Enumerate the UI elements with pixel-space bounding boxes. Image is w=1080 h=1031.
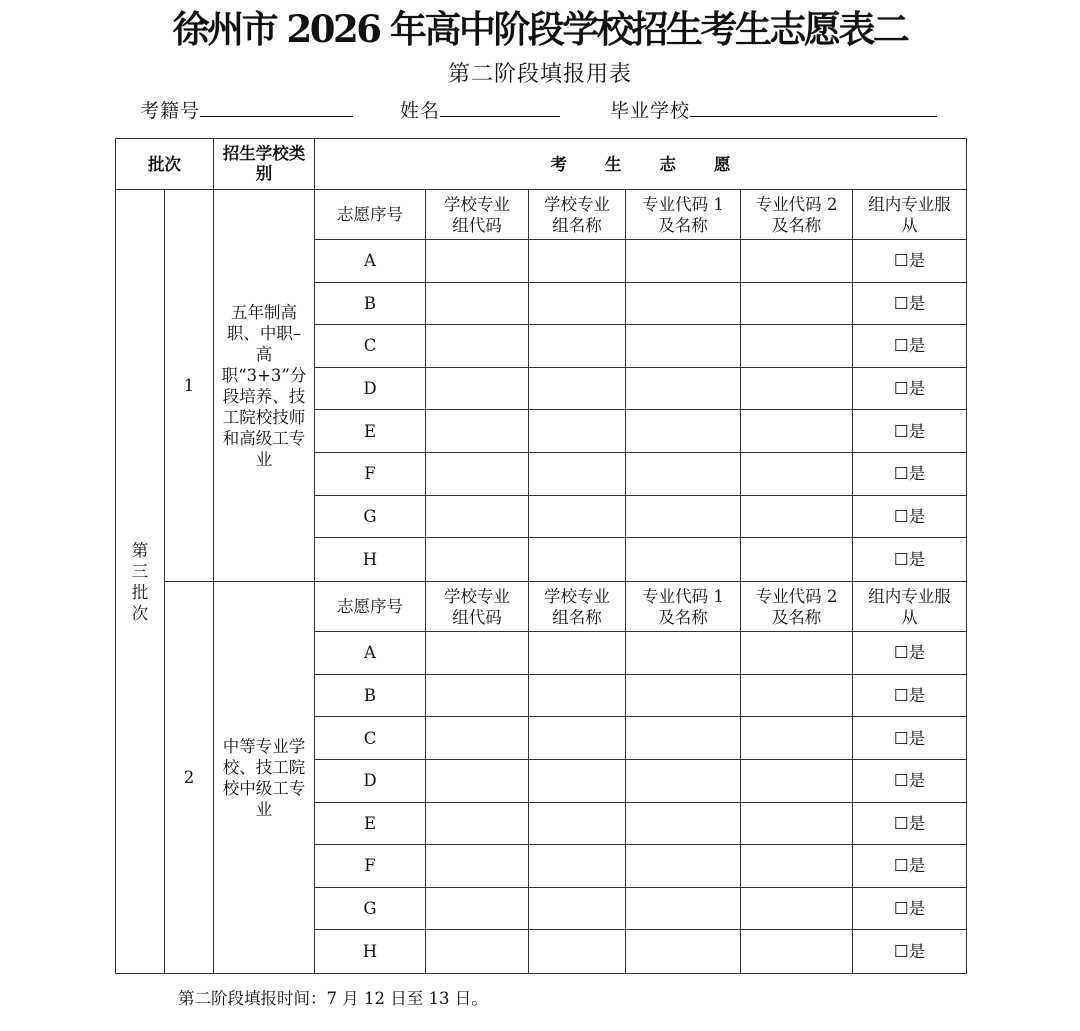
wish-input-cell[interactable] bbox=[529, 240, 626, 283]
wish-input-cell[interactable] bbox=[626, 845, 741, 888]
wish-input-cell[interactable] bbox=[529, 367, 626, 410]
form-title: 徐州市 2026 年高中阶段学校招生考生志愿表二 bbox=[172, 7, 908, 51]
obey-checkbox[interactable]: ☐是 bbox=[853, 632, 967, 675]
obey-checkbox[interactable]: ☐是 bbox=[853, 538, 967, 582]
wish-letter: F bbox=[315, 845, 426, 888]
column-header: 学校专业组代码 bbox=[426, 582, 529, 632]
wish-input-cell[interactable] bbox=[426, 452, 529, 495]
column-header: 专业代码 1 及名称 bbox=[626, 582, 741, 632]
wish-input-cell[interactable] bbox=[529, 495, 626, 538]
column-header: 专业代码 2 及名称 bbox=[741, 582, 853, 632]
wish-input-cell[interactable] bbox=[741, 887, 853, 930]
wish-input-cell[interactable] bbox=[626, 325, 741, 368]
wish-input-cell[interactable] bbox=[626, 930, 741, 974]
obey-checkbox[interactable]: ☐是 bbox=[853, 495, 967, 538]
obey-checkbox[interactable]: ☐是 bbox=[853, 802, 967, 845]
wish-letter: B bbox=[315, 674, 426, 717]
wish-input-cell[interactable] bbox=[529, 282, 626, 325]
wish-input-cell[interactable] bbox=[529, 325, 626, 368]
wish-input-cell[interactable] bbox=[426, 632, 529, 675]
wish-input-cell[interactable] bbox=[741, 240, 853, 283]
wish-input-cell[interactable] bbox=[626, 717, 741, 760]
wish-input-cell[interactable] bbox=[741, 410, 853, 453]
wish-input-cell[interactable] bbox=[741, 845, 853, 888]
obey-checkbox[interactable]: ☐是 bbox=[853, 717, 967, 760]
wish-input-cell[interactable] bbox=[529, 452, 626, 495]
wish-input-cell[interactable] bbox=[426, 367, 529, 410]
wish-input-cell[interactable] bbox=[741, 452, 853, 495]
exam-id-field bbox=[140, 96, 353, 126]
wish-input-cell[interactable] bbox=[741, 282, 853, 325]
name-blank[interactable] bbox=[440, 96, 560, 117]
wish-input-cell[interactable] bbox=[741, 367, 853, 410]
wish-letter: D bbox=[315, 759, 426, 802]
wish-input-cell[interactable] bbox=[426, 717, 529, 760]
name-field bbox=[400, 96, 560, 126]
wish-input-cell[interactable] bbox=[529, 410, 626, 453]
wish-input-cell[interactable] bbox=[626, 495, 741, 538]
wish-input-cell[interactable] bbox=[529, 802, 626, 845]
wish-letter: D bbox=[315, 367, 426, 410]
batch-header: 批次 bbox=[116, 139, 214, 190]
wish-letter: A bbox=[315, 632, 426, 675]
column-header: 学校专业组名称 bbox=[529, 190, 626, 240]
column-header: 志愿序号 bbox=[315, 190, 426, 240]
wish-input-cell[interactable] bbox=[529, 538, 626, 582]
obey-checkbox[interactable]: ☐是 bbox=[853, 930, 967, 974]
wish-letter: E bbox=[315, 802, 426, 845]
name-label: 姓名 bbox=[400, 100, 441, 122]
column-header: 学校专业组名称 bbox=[529, 582, 626, 632]
form-subtitle: 第二阶段填报用表 bbox=[447, 62, 632, 87]
wish-input-cell[interactable] bbox=[741, 538, 853, 582]
column-header: 组内专业服从 bbox=[853, 190, 967, 240]
wish-input-cell[interactable] bbox=[426, 759, 529, 802]
wishes-header-char: 愿 bbox=[714, 154, 731, 174]
wish-input-cell[interactable] bbox=[626, 632, 741, 675]
exam-id-blank[interactable] bbox=[200, 96, 353, 117]
column-header: 专业代码 2 及名称 bbox=[741, 190, 853, 240]
wish-input-cell[interactable] bbox=[741, 674, 853, 717]
wish-input-cell[interactable] bbox=[426, 845, 529, 888]
wish-input-cell[interactable] bbox=[426, 538, 529, 582]
category-header: 招生学校类别 bbox=[214, 139, 315, 190]
wish-input-cell[interactable] bbox=[529, 930, 626, 974]
column-header: 专业代码 1 及名称 bbox=[626, 190, 741, 240]
obey-checkbox[interactable]: ☐是 bbox=[853, 452, 967, 495]
obey-checkbox[interactable]: ☐是 bbox=[853, 674, 967, 717]
wish-input-cell[interactable] bbox=[741, 632, 853, 675]
wish-input-cell[interactable] bbox=[426, 930, 529, 974]
wish-input-cell[interactable] bbox=[626, 674, 741, 717]
wish-input-cell[interactable] bbox=[529, 887, 626, 930]
column-header: 组内专业服从 bbox=[853, 582, 967, 632]
wish-input-cell[interactable] bbox=[626, 802, 741, 845]
school-blank[interactable] bbox=[690, 96, 937, 117]
school-field bbox=[610, 96, 937, 126]
obey-checkbox[interactable]: ☐是 bbox=[853, 887, 967, 930]
wishes-header bbox=[315, 139, 967, 190]
wish-input-cell[interactable] bbox=[626, 452, 741, 495]
wish-input-cell[interactable] bbox=[426, 495, 529, 538]
obey-checkbox[interactable]: ☐是 bbox=[853, 845, 967, 888]
wish-letter: G bbox=[315, 887, 426, 930]
wish-letter: C bbox=[315, 325, 426, 368]
wish-letter: C bbox=[315, 717, 426, 760]
wish-input-cell[interactable] bbox=[426, 282, 529, 325]
obey-checkbox[interactable]: ☐是 bbox=[853, 282, 967, 325]
wish-input-cell[interactable] bbox=[741, 759, 853, 802]
group-number: 2 bbox=[165, 582, 214, 974]
wish-input-cell[interactable] bbox=[626, 282, 741, 325]
wish-input-cell[interactable] bbox=[529, 759, 626, 802]
obey-checkbox[interactable]: ☐是 bbox=[853, 325, 967, 368]
wish-letter: H bbox=[315, 538, 426, 582]
wish-input-cell[interactable] bbox=[626, 759, 741, 802]
wish-input-cell[interactable] bbox=[626, 410, 741, 453]
wish-input-cell[interactable] bbox=[741, 802, 853, 845]
wish-input-cell[interactable] bbox=[741, 930, 853, 974]
obey-checkbox[interactable]: ☐是 bbox=[853, 410, 967, 453]
group-number: 1 bbox=[165, 190, 214, 582]
wishes-header-char: 生 bbox=[605, 154, 622, 174]
wish-table bbox=[115, 138, 967, 974]
wish-input-cell[interactable] bbox=[626, 367, 741, 410]
wish-letter: A bbox=[315, 240, 426, 283]
wish-input-cell[interactable] bbox=[529, 632, 626, 675]
obey-checkbox[interactable]: ☐是 bbox=[853, 367, 967, 410]
wish-input-cell[interactable] bbox=[426, 887, 529, 930]
wish-input-cell[interactable] bbox=[426, 802, 529, 845]
footer-note: 第二阶段填报时间：7 月 12 日至 13 日。 bbox=[178, 989, 488, 1008]
wish-letter: G bbox=[315, 495, 426, 538]
batch-name bbox=[116, 190, 165, 974]
school-label: 毕业学校 bbox=[610, 100, 691, 122]
wish-input-cell[interactable] bbox=[426, 240, 529, 283]
wish-input-cell[interactable] bbox=[529, 717, 626, 760]
wish-letter: E bbox=[315, 410, 426, 453]
wish-input-cell[interactable] bbox=[426, 410, 529, 453]
wish-input-cell[interactable] bbox=[741, 325, 853, 368]
column-header: 志愿序号 bbox=[315, 582, 426, 632]
column-header: 学校专业组代码 bbox=[426, 190, 529, 240]
wish-input-cell[interactable] bbox=[529, 845, 626, 888]
batch-name-text: 第三批次 bbox=[131, 540, 149, 623]
exam-id-label: 考籍号 bbox=[140, 100, 201, 122]
wish-input-cell[interactable] bbox=[626, 538, 741, 582]
wish-input-cell[interactable] bbox=[426, 325, 529, 368]
obey-checkbox[interactable]: ☐是 bbox=[853, 759, 967, 802]
group-category: 五年制高职、中职–高职“3+3”分段培养、技工院校技师和高级工专业 bbox=[214, 190, 315, 582]
obey-checkbox[interactable]: ☐是 bbox=[853, 240, 967, 283]
wishes-header-char: 志 bbox=[659, 154, 676, 174]
wish-input-cell[interactable] bbox=[741, 717, 853, 760]
wish-input-cell[interactable] bbox=[741, 495, 853, 538]
wishes-header-char: 考 bbox=[550, 154, 567, 174]
wish-letter: B bbox=[315, 282, 426, 325]
wish-input-cell[interactable] bbox=[626, 240, 741, 283]
wish-input-cell[interactable] bbox=[426, 674, 529, 717]
wish-input-cell[interactable] bbox=[626, 887, 741, 930]
wish-letter: F bbox=[315, 452, 426, 495]
wish-letter: H bbox=[315, 930, 426, 974]
wish-input-cell[interactable] bbox=[529, 674, 626, 717]
group-category: 中等专业学校、技工院校中级工专业 bbox=[214, 582, 315, 974]
